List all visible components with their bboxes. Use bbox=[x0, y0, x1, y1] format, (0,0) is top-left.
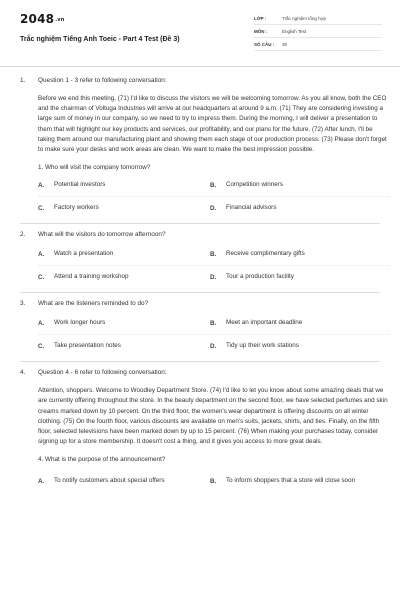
option-letter: D. bbox=[210, 204, 217, 212]
option-text: Tidy up their work stations bbox=[226, 341, 299, 349]
question-block bbox=[0, 297, 400, 357]
option-letter: C. bbox=[38, 273, 45, 281]
answer-option-b[interactable] bbox=[210, 181, 382, 190]
option-text: Factory workers bbox=[54, 203, 99, 211]
option-text: To notify customers about special offers bbox=[54, 477, 165, 485]
question-text: What are the listeners reminded to do? bbox=[38, 299, 149, 307]
answer-options bbox=[38, 467, 390, 495]
question-passage: Attention, shoppers. Welcome to Woodley Department Store. (74) I'd like to let you know about some amazing deals that we are currently offering throughout the store. In the beauty department on the second floor, we have selected perfumes and skin creams marked down by 10 percent. On the third floor, the women's wear department is offering discounts on all winter clothing. (75) On the fourth floor, various discounts are available on men's suits, jackets, shirts, and ties. Finally, on the fifth floor, selected televisions have been marked down by up to 15 percent. (76) When making your purchases today, consider signing up for a store membership. It doesn't cost a thing, and it gives you access to more great deals. bbox=[38, 387, 388, 446]
answer-option-a[interactable] bbox=[38, 250, 210, 259]
option-letter: A. bbox=[38, 182, 45, 190]
option-letter: A. bbox=[38, 477, 45, 485]
sub-question-text: 4. What is the purpose of the announcement? bbox=[38, 456, 166, 464]
logo-suffix: .vn bbox=[55, 16, 65, 23]
meta-row-class bbox=[254, 12, 382, 25]
question-block bbox=[0, 74, 400, 219]
header-divider bbox=[0, 66, 400, 67]
answer-option-a[interactable] bbox=[38, 319, 210, 328]
question-number: 3. bbox=[20, 299, 26, 307]
logo-text: 2048 bbox=[20, 12, 55, 26]
option-letter: C. bbox=[38, 204, 45, 212]
option-letter: D. bbox=[210, 342, 217, 350]
option-letter: A. bbox=[38, 251, 45, 259]
meta-value: Trắc nghiệm tổng hợp bbox=[282, 15, 327, 21]
meta-value: English Test bbox=[282, 28, 307, 34]
question-text: Question 1 - 3 refer to following conversation: bbox=[38, 76, 167, 84]
question-text: Question 4 - 6 refer to following conversation: bbox=[38, 368, 167, 376]
answer-option-b[interactable] bbox=[210, 250, 382, 259]
option-row bbox=[38, 175, 390, 197]
meta-key: LỚP : bbox=[254, 15, 267, 21]
option-text: Take presentation notes bbox=[54, 341, 121, 349]
question-divider bbox=[20, 292, 380, 293]
option-letter: B. bbox=[210, 320, 217, 328]
option-letter: C. bbox=[38, 342, 45, 350]
test-meta bbox=[254, 12, 382, 51]
answer-option-a[interactable] bbox=[38, 181, 210, 190]
option-letter: B. bbox=[210, 182, 217, 190]
meta-value: 30 bbox=[282, 41, 288, 47]
question-header bbox=[20, 366, 380, 378]
question-list bbox=[0, 74, 400, 495]
option-row bbox=[38, 197, 390, 219]
option-text: Potential investors bbox=[54, 181, 106, 189]
answer-option-b[interactable] bbox=[210, 319, 382, 328]
question-divider bbox=[20, 361, 380, 362]
option-text: Receive complimentary gifts bbox=[226, 250, 305, 258]
page-title: Trắc nghiệm Tiếng Anh Toeic - Part 4 Test (Đề 3) bbox=[20, 36, 180, 43]
question-number: 2. bbox=[20, 230, 26, 238]
page-header bbox=[0, 0, 400, 66]
option-text: Meet an important deadline bbox=[226, 319, 303, 327]
option-text: Tour a production facility bbox=[226, 272, 294, 280]
option-letter: B. bbox=[210, 251, 217, 259]
question-header bbox=[20, 228, 380, 240]
option-text: Competition winners bbox=[226, 181, 284, 189]
question-text: What will the visitors do tomorrow afternoon? bbox=[38, 230, 166, 238]
option-row bbox=[38, 335, 390, 357]
question-divider bbox=[20, 223, 380, 224]
option-text: To inform shoppers that a store will close soon bbox=[226, 477, 356, 485]
option-text: Financial advisors bbox=[226, 203, 277, 211]
option-text: Watch a presentation bbox=[54, 250, 114, 258]
option-text: Work longer hours bbox=[54, 319, 106, 327]
answer-option-c[interactable] bbox=[38, 273, 210, 282]
option-row bbox=[38, 266, 390, 288]
answer-option-a[interactable] bbox=[38, 477, 210, 486]
option-letter: D. bbox=[210, 273, 217, 281]
answer-options bbox=[38, 175, 390, 219]
answer-option-c[interactable] bbox=[38, 342, 210, 351]
question-passage: Before we end this meeting, (71) I'd like to discuss the visitors we will be welcoming tomorrow. As you all know, both the CEO and the chairman of Voltuga Industries will arrive at our headquarters at around 9 a.m. (71) They are considering investing a large sum of money in our company, so we need to try to impress them. During the morning, I will deliver a presentation to them that will highlight our key products and services, our profitability, and our plans for the future. (72) After lunch, I'll be taking them around our manufacturing plant and showing them each stage of our production process. (73) Please don't forget to make sure your desks and work areas are clean. We want to make the best impression possible. bbox=[38, 95, 387, 154]
question-number: 4. bbox=[20, 368, 26, 376]
answer-option-d[interactable] bbox=[210, 273, 382, 282]
site-logo[interactable] bbox=[20, 12, 65, 26]
answer-options bbox=[38, 313, 390, 357]
question-block bbox=[0, 228, 400, 288]
answer-option-d[interactable] bbox=[210, 342, 382, 351]
answer-option-b[interactable] bbox=[210, 477, 382, 486]
option-letter: B. bbox=[210, 477, 217, 485]
meta-row-count bbox=[254, 38, 382, 51]
question-number: 1. bbox=[20, 76, 26, 84]
question-header bbox=[20, 297, 380, 309]
option-row bbox=[38, 313, 390, 335]
option-letter: A. bbox=[38, 320, 45, 328]
answer-option-d[interactable] bbox=[210, 204, 382, 213]
question-header bbox=[20, 74, 380, 86]
question-block bbox=[0, 366, 400, 495]
option-text: Attend a training workshop bbox=[54, 272, 129, 280]
answer-options bbox=[38, 244, 390, 288]
meta-key: SỐ CÂU : bbox=[254, 41, 275, 47]
option-row bbox=[38, 467, 390, 495]
meta-key: MÔN : bbox=[254, 28, 268, 34]
sub-question-text: 1. Who will visit the company tomorrow? bbox=[38, 164, 151, 172]
option-row bbox=[38, 244, 390, 266]
meta-row-subject bbox=[254, 25, 382, 38]
answer-option-c[interactable] bbox=[38, 204, 210, 213]
